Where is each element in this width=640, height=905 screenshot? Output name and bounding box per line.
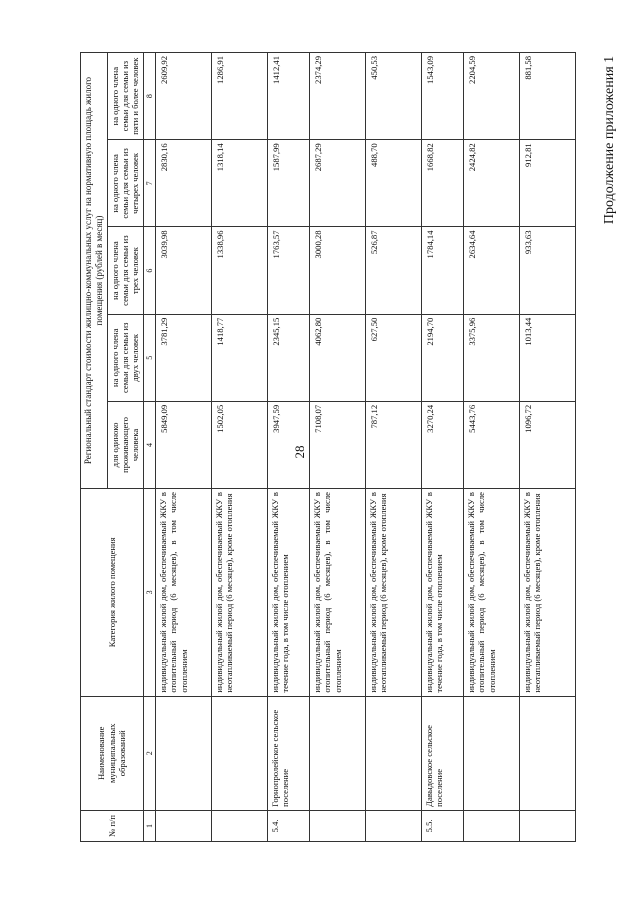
value-family-4: 2424,82: [464, 140, 520, 227]
value-family-4: 2830,16: [156, 140, 212, 227]
table-row: [422, 53, 464, 842]
value-family-5: 1543,09: [422, 53, 464, 140]
header-sub-3: на одного члена семьи для семьи из трех человек: [107, 227, 143, 314]
table-row: [464, 53, 520, 842]
value-family-3: 1784,14: [422, 227, 464, 314]
value-family-2: 3781,29: [156, 314, 212, 401]
header-sub-4: на одного члена семьи для семьи из четырех человек: [107, 140, 143, 227]
column-index: 4: [143, 401, 156, 488]
page-number: 28: [292, 445, 307, 459]
value-family-5: 2609,92: [156, 53, 212, 140]
value-family-4: 1668,82: [422, 140, 464, 227]
municipality-name: [520, 696, 576, 810]
rotated-table-container: [80, 52, 610, 842]
header-sub-5: на одного члена семьи для семьи из пяти и более человек: [107, 53, 143, 140]
value-single: 3270,24: [422, 401, 464, 488]
value-family-4: 2687,29: [310, 140, 366, 227]
table-row: [212, 53, 268, 842]
header-standard: Региональный стандарт стоимости жилищно-коммунальных услуг на нормативную площадь жилого помещения (рублей в месяц): [81, 53, 108, 489]
value-single: 3947,59: [268, 401, 310, 488]
row-number: 5.4.: [268, 810, 310, 841]
value-family-3: 1763,57: [268, 227, 310, 314]
header-name: Наименование муниципальных образований: [81, 696, 144, 810]
header-category: Категория жилого помещения: [81, 489, 144, 697]
value-family-5: 2204,59: [464, 53, 520, 140]
row-number: 5.5.: [422, 810, 464, 841]
table-row: [310, 53, 366, 842]
header-num: № п/п: [81, 810, 144, 841]
housing-category: индивидуальный жилой дом, обеспечиваемый ЖКУ в неотапливаемый период (6 месяцев), кроме отопления: [212, 489, 268, 697]
housing-category: индивидуальный жилой дом, обеспечиваемый ЖКУ в неотапливаемый период (6 месяцев), кроме отопления: [520, 489, 576, 697]
housing-category: индивидуальный жилой дом, обеспечиваемый ЖКУ в отопительный период (6 месяцев), в том числе отоплением: [156, 489, 212, 697]
column-index: 6: [143, 227, 156, 314]
value-family-5: 2374,29: [310, 53, 366, 140]
municipality-name: [366, 696, 422, 810]
value-family-2: 2345,15: [268, 314, 310, 401]
row-number: [156, 810, 212, 841]
row-number: [520, 810, 576, 841]
value-family-2: 2194,70: [422, 314, 464, 401]
value-family-4: 488,70: [366, 140, 422, 227]
column-index: 8: [143, 53, 156, 140]
value-family-2: 627,50: [366, 314, 422, 401]
municipality-name: [156, 696, 212, 810]
standards-table: [80, 52, 576, 842]
value-family-4: 912,81: [520, 140, 576, 227]
value-family-5: 1286,91: [212, 53, 268, 140]
value-family-3: 3000,28: [310, 227, 366, 314]
row-number: [212, 810, 268, 841]
value-single: 5443,76: [464, 401, 520, 488]
value-family-3: 933,63: [520, 227, 576, 314]
header-sub-2: на одного члена семьи для семьи из двух человек: [107, 314, 143, 401]
value-family-5: 1412,41: [268, 53, 310, 140]
value-family-5: 881,58: [520, 53, 576, 140]
value-family-3: 2634,64: [464, 227, 520, 314]
value-family-4: 1318,14: [212, 140, 268, 227]
housing-category: индивидуальный жилой дом, обеспечиваемый ЖКУ в отопительный период (6 месяцев), в том числе отоплением: [464, 489, 520, 697]
continuation-title: Продолжение приложения 1: [602, 55, 617, 225]
value-single: 1096,72: [520, 401, 576, 488]
value-single: 1502,05: [212, 401, 268, 488]
table-row: [156, 53, 212, 842]
value-family-2: 1418,77: [212, 314, 268, 401]
value-family-4: 1587,99: [268, 140, 310, 227]
municipality-name: Горнопролейское сельское поселение: [268, 696, 310, 810]
value-family-5: 450,53: [366, 53, 422, 140]
municipality-name: [310, 696, 366, 810]
header-sub-1: для одиноко проживающего человека: [107, 401, 143, 488]
housing-category: индивидуальный жилой дом, обеспечиваемый ЖКУ в неотапливаемый период (6 месяцев), кроме отопления: [366, 489, 422, 697]
column-index: 5: [143, 314, 156, 401]
table-row: [520, 53, 576, 842]
municipality-name: Давыдовское сельское поселение: [422, 696, 464, 810]
value-family-3: 1338,96: [212, 227, 268, 314]
housing-category: индивидуальный жилой дом, обеспечиваемый ЖКУ в течение года, в том числе отоплением: [422, 489, 464, 697]
value-single: 787,12: [366, 401, 422, 488]
value-family-2: 4062,80: [310, 314, 366, 401]
value-single: 7108,07: [310, 401, 366, 488]
value-family-2: 1013,44: [520, 314, 576, 401]
column-index: 3: [143, 489, 156, 697]
value-family-3: 3039,98: [156, 227, 212, 314]
municipality-name: [464, 696, 520, 810]
municipality-name: [212, 696, 268, 810]
table-row: [268, 53, 310, 842]
value-family-2: 3375,96: [464, 314, 520, 401]
row-number: [366, 810, 422, 841]
table-body: [156, 53, 576, 842]
column-index-row: [143, 53, 156, 842]
table-row: [366, 53, 422, 842]
row-number: [310, 810, 366, 841]
column-index: 7: [143, 140, 156, 227]
value-single: 5849,09: [156, 401, 212, 488]
value-family-3: 526,87: [366, 227, 422, 314]
column-index: 1: [143, 810, 156, 841]
column-index: 2: [143, 696, 156, 810]
housing-category: индивидуальный жилой дом, обеспечиваемый ЖКУ в течение года, в том числе отоплением: [268, 489, 310, 697]
row-number: [464, 810, 520, 841]
housing-category: индивидуальный жилой дом, обеспечиваемый ЖКУ в отопительный период (6 месяцев), в том числе отоплением: [310, 489, 366, 697]
